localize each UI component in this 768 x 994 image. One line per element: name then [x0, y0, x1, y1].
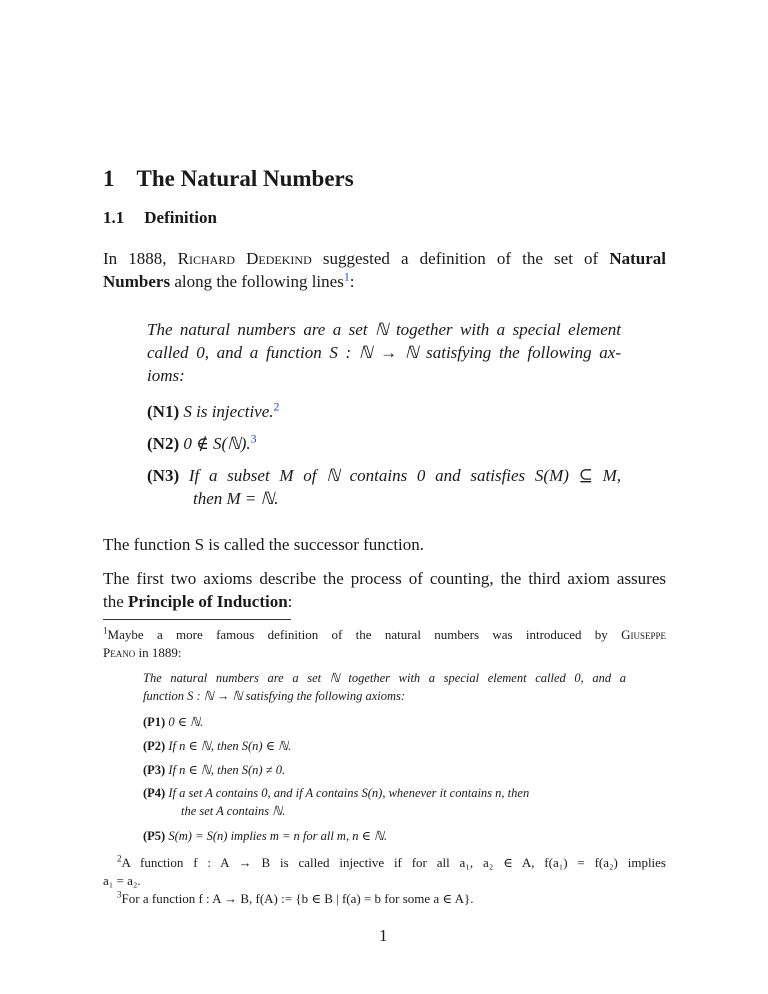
footnote-2-mark: 2: [117, 853, 122, 864]
footnote-1-quote-1: The natural numbers are a set ℕ together with a special element called 0, and a: [143, 671, 626, 685]
subsection-number: 1.1: [103, 208, 125, 227]
term-induction: Principle of Induction: [128, 592, 288, 611]
term-natural: Natural: [609, 249, 667, 268]
successor-text: The function S is called the successor function.: [103, 535, 425, 554]
axiom-n2: (N2) 0 ∉ S(ℕ).$^3$: [147, 431, 257, 453]
footnote-1-line-1: $^1$Maybe a more famous definition of the natural numbers was introduced by Giuseppe: [103, 625, 666, 642]
axiom-p3: (P3) If n ∈ ℕ, then S(n) ≠ 0.: [143, 763, 286, 777]
subsection-title: Definition: [144, 208, 217, 227]
intro-line-1: In 1888, Richard Dedekind suggested a definition of the set of Natural: [103, 249, 667, 268]
section-title: The Natural Numbers: [136, 166, 354, 191]
author-dedekind: Richard Dedekind: [177, 249, 312, 268]
footnote-1-line-2: Peano in 1889:: [103, 645, 182, 660]
footnote-rule: [103, 619, 291, 620]
footnote-3-mark: 3: [117, 889, 122, 900]
counting-line-1: The first two axioms describe the process of counting, the third axiom assures: [103, 569, 666, 588]
quote-line-1: The natural numbers are a set ℕ together with a special element: [147, 320, 621, 339]
subsection-heading: [103, 208, 217, 228]
author-peano-first: Giuseppe: [621, 627, 666, 642]
axiom-p4: (P4) If a set A contains 0, and if A contains S(n), whenever it contains n, then: [143, 786, 530, 800]
axiom-p4-cont: the set A contains ℕ.: [181, 804, 286, 818]
footnote-ref-2[interactable]: 2: [273, 399, 280, 414]
footnote-1-quote-2: function S : ℕ → ℕ satisfying the following axioms:: [143, 689, 406, 703]
axiom-p2: (P2) If n ∈ ℕ, then S(n) ∈ ℕ.: [143, 739, 292, 753]
quote-line-2: called 0, and a function S : ℕ → ℕ satisfying the following ax-: [147, 343, 621, 362]
axiom-n3-cont: then M = ℕ.: [193, 489, 279, 508]
quote-line-3: ioms:: [147, 366, 185, 385]
footnote-ref-1[interactable]: 1: [343, 269, 350, 284]
page-number: 1: [379, 926, 388, 945]
counting-line-2: the Principle of Induction:: [103, 592, 293, 611]
term-numbers: Numbers: [103, 272, 171, 291]
axiom-n3: (N3) If a subset M of ℕ contains 0 and satisfies S(M) ⊆ M,: [147, 466, 621, 485]
axiom-p5: (P5) S(m) = S(n) implies m = n for all m, n ∈ ℕ.: [143, 829, 388, 843]
footnote-3-line-1: $^3$For a function f : A → B, f(A) := {b ∈ B | f(a) = b for some a ∈ A}.: [117, 889, 474, 906]
footnote-2-line-2: a₁ = a₂.: [103, 873, 141, 888]
footnote-2-line-1: $^2$A function f : A → B is called injective if for all a₁, a₂ ∈ A, f(a₁) = f(a₂) implies: [117, 853, 666, 870]
footnote-1-mark: 1: [103, 625, 108, 636]
footnote-ref-3[interactable]: 3: [250, 431, 257, 446]
axiom-n1: (N1) S is injective.$^2$: [147, 399, 280, 421]
intro-line-2: Numbers along the following lines$^1$:: [103, 269, 355, 291]
section-heading: [103, 166, 354, 192]
section-number: 1: [103, 166, 115, 191]
axiom-p1: (P1) 0 ∈ ℕ.: [143, 715, 204, 729]
